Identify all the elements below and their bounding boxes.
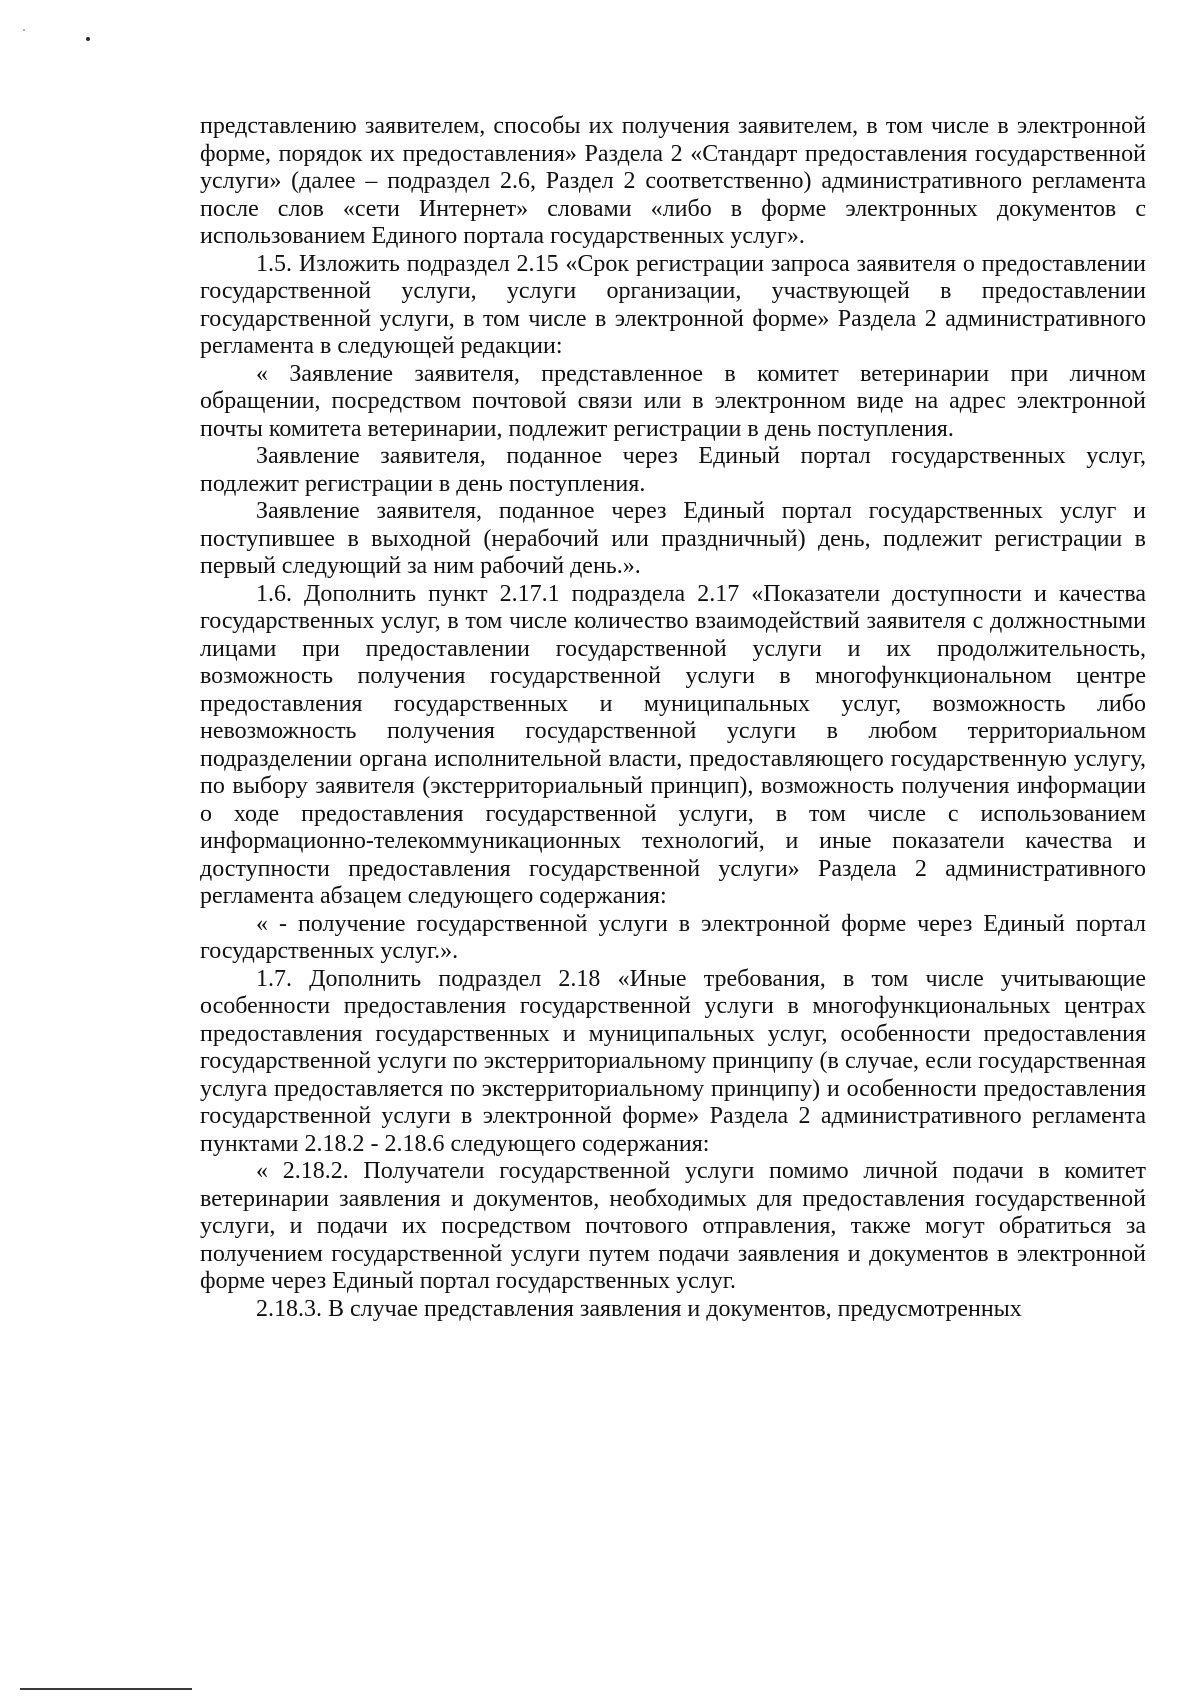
document-body	[200, 113, 1146, 1323]
paragraph-continuation: представлению заявителем, способы их получения заявителем, в том числе в электронной форме, порядок их предоставления» Раздела 2 «Стандарт предоставления государственной услуги» (далее – подраздел 2.6, Раздел 2 соответственно) административного регламента после слов «сети Интернет» словами «либо в форме электронных документов с использованием Единого портала государственных услуг».	[200, 113, 1146, 249]
scan-speck	[23, 29, 25, 31]
paragraph-quote-registration: « Заявление заявителя, представленное в комитет ветеринарии при личном обращении, посредством почтовой связи или в электронном виде на адрес электронной почты комитета ветеринарии, подлежит регистрации в день поступления.	[200, 360, 1146, 442]
paragraph-item-1-7: 1.7. Дополнить подраздел 2.18 «Иные требования, в том числе учитывающие особенности предоставления государственной услуги в многофункциональных центрах предоставления государственных и муниципальных услуг, особенности предоставления государственной услуги по экстерриториальному принципу (в случае, если государственная услуга предоставляется по экстерриториальному принципу) и особенности предоставления государственной услуги в электронной форме» Раздела 2 административного регламента пунктами 2.18.2 - 2.18.6 следующего содержания:	[200, 965, 1146, 1157]
paragraph-item-1-5: 1.5. Изложить подраздел 2.15 «Срок регистрации запроса заявителя о предоставлении государственной услуги, услуги организации, участвующей в предоставлении государственной услуги, в том числе в электронной форме» Раздела 2 административного регламента в следующей редакции:	[200, 250, 1146, 359]
paragraph-holiday-registration: Заявление заявителя, поданное через Единый портал государственных услуг и поступившее в выходной (нерабочий или праздничный) день, подлежит регистрации в первый следующий за ним рабочий день.».	[200, 498, 1146, 579]
paragraph-item-2-18-2: « 2.18.2. Получатели государственной услуги помимо личной подачи в комитет ветеринарии заявления и документов, необходимых для предоставления государственной услуги, и подачи их посредством почтового отправления, также могут обратиться за получением государственной услуги путем подачи заявления и документов в электронной форме через Единый портал государственных услуг.	[200, 1158, 1146, 1294]
paragraph-quote-electronic: « - получение государственной услуги в электронной форме через Единый портал государственных услуг.».	[200, 910, 1146, 964]
bottom-rule	[20, 1688, 192, 1690]
paragraph-item-2-18-3: 2.18.3. В случае представления заявления и документов, предусмотренных	[256, 1295, 1022, 1322]
paragraph-item-1-6: 1.6. Дополнить пункт 2.17.1 подраздела 2.17 «Показатели доступности и качества государственных услуг, в том числе количество взаимодействий заявителя с должностными лицами при предоставлении государственной услуги и их продолжительность, возможность получения государственной услуги в многофункциональном центре предоставления государственных и муниципальных услуг, возможность либо невозможность получения государственной услуги в любом территориальном подразделении органа исполнительной власти, предоставляющего государственную услугу, по выбору заявителя (экстерриториальный принцип), возможность получения информации о ходе предоставления государственной услуги, в том числе с использованием информационно-телекоммуникационных технологий, и иные показатели качества и доступности предоставления государственной услуги» Раздела 2 административного регламента абзацем следующего содержания:	[200, 580, 1146, 909]
paragraph-portal-registration: Заявление заявителя, поданное через Единый портал государственных услуг, подлежит регистрации в день поступления.	[200, 443, 1146, 497]
scan-speck	[86, 37, 90, 41]
